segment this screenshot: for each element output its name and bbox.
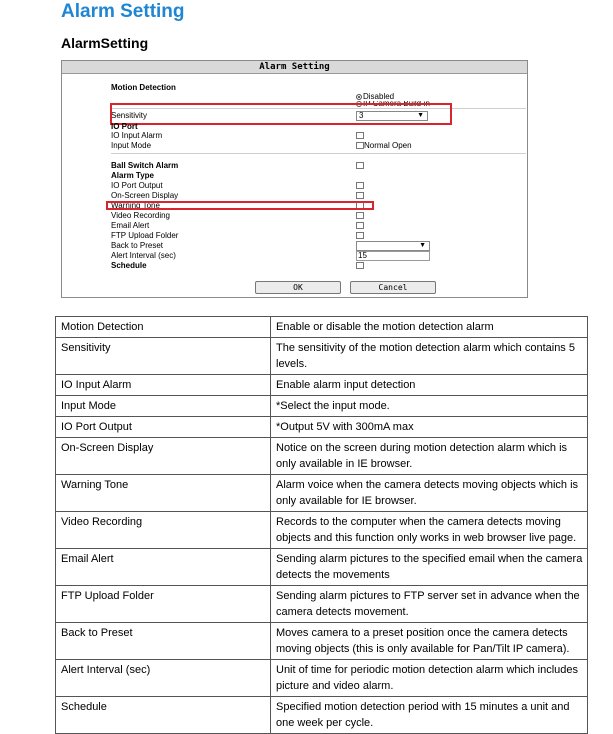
description-table xyxy=(55,316,588,734)
on-screen-display-label: On-Screen Display xyxy=(111,191,179,200)
alarm-type-label: Alarm Type xyxy=(111,171,154,180)
video-recording-checkbox[interactable] xyxy=(356,212,364,219)
input-mode-option[interactable] xyxy=(356,141,412,151)
table-row xyxy=(56,317,588,338)
email-alert-label: Email Alert xyxy=(111,221,150,230)
sensitivity-value: 3 xyxy=(359,111,364,120)
radio-dot-icon xyxy=(356,94,362,100)
radio-disabled-label: Disabled xyxy=(363,92,395,101)
back-to-preset-select[interactable] xyxy=(356,241,430,251)
table-row xyxy=(56,396,588,417)
table-description-cell: Unit of time for periodic motion detection alarm which includes picture and video alarm. xyxy=(271,660,588,697)
table-row xyxy=(56,375,588,396)
io-port-label: IO Port xyxy=(111,122,138,131)
table-row xyxy=(56,475,588,512)
io-input-alarm-checkbox[interactable] xyxy=(356,132,364,139)
table-description-cell: Sending alarm pictures to FTP server set in advance when the camera detects movement. xyxy=(271,586,588,623)
motion-detection-label: Motion Detection xyxy=(111,83,176,92)
table-term-cell: Motion Detection xyxy=(56,317,271,338)
input-mode-value: Normal Open xyxy=(364,141,412,150)
table-term-cell: Schedule xyxy=(56,697,271,734)
table-description-cell: Records to the computer when the camera detects moving objects and this function only works in web browser live page. xyxy=(271,512,588,549)
table-row xyxy=(56,438,588,475)
panel-header: Alarm Setting xyxy=(62,61,527,74)
io-port-output-label: IO Port Output xyxy=(111,181,163,190)
dropdown-arrow-icon: ▼ xyxy=(417,112,424,119)
table-row xyxy=(56,417,588,438)
table-description-cell: Alarm voice when the camera detects moving objects which is only available for IE browser. xyxy=(271,475,588,512)
table-term-cell: Input Mode xyxy=(56,396,271,417)
table-row xyxy=(56,338,588,375)
table-description-cell: Moves camera to a preset position once the camera detects moving objects (this is only available for Pan/Tilt IP camera). xyxy=(271,623,588,660)
table-term-cell: Video Recording xyxy=(56,512,271,549)
table-term-cell: FTP Upload Folder xyxy=(56,586,271,623)
schedule-label: Schedule xyxy=(111,261,147,270)
table-description-cell: Notice on the screen during motion detection alarm which is only available in IE browser. xyxy=(271,438,588,475)
email-alert-checkbox[interactable] xyxy=(356,222,364,229)
alert-interval-label: Alert Interval (sec) xyxy=(111,251,176,260)
sensitivity-label: Sensitivity xyxy=(111,111,148,120)
table-description-cell: Enable or disable the motion detection alarm xyxy=(271,317,588,338)
divider xyxy=(111,153,526,154)
ball-switch-alarm-label: Ball Switch Alarm xyxy=(111,161,179,170)
table-description-cell: Sending alarm pictures to the specified email when the camera detects the movements xyxy=(271,549,588,586)
table-row xyxy=(56,623,588,660)
table-term-cell: On-Screen Display xyxy=(56,438,271,475)
radio-builtin-label: IP Camera Build-in xyxy=(363,101,430,107)
table-description-cell: Enable alarm input detection xyxy=(271,375,588,396)
table-term-cell: Back to Preset xyxy=(56,623,271,660)
table-description-cell: The sensitivity of the motion detection alarm which contains 5 levels. xyxy=(271,338,588,375)
warning-tone-label: Warning Tone xyxy=(111,201,160,210)
ok-button[interactable]: OK xyxy=(255,281,341,294)
alert-interval-input[interactable]: 15 xyxy=(356,251,430,261)
cancel-button[interactable]: Cancel xyxy=(350,281,436,294)
alarm-setting-panel xyxy=(61,60,528,298)
table-row xyxy=(56,697,588,734)
table-term-cell: Warning Tone xyxy=(56,475,271,512)
table-term-cell: IO Port Output xyxy=(56,417,271,438)
table-term-cell: Alert Interval (sec) xyxy=(56,660,271,697)
ftp-upload-folder-checkbox[interactable] xyxy=(356,232,364,239)
dropdown-arrow-icon: ▼ xyxy=(419,242,426,249)
table-term-cell: IO Input Alarm xyxy=(56,375,271,396)
io-input-alarm-label: IO Input Alarm xyxy=(111,131,163,140)
page-title: Alarm Setting xyxy=(61,1,185,22)
table-row xyxy=(56,549,588,586)
table-term-cell: Sensitivity xyxy=(56,338,271,375)
table-description-cell: *Select the input mode. xyxy=(271,396,588,417)
video-recording-label: Video Recording xyxy=(111,211,171,220)
table-term-cell: Email Alert xyxy=(56,549,271,586)
schedule-checkbox[interactable] xyxy=(356,262,364,269)
table-description-cell: Specified motion detection period with 15 minutes a unit and one week per cycle. xyxy=(271,697,588,734)
input-mode-checkbox[interactable] xyxy=(356,142,364,149)
section-title: AlarmSetting xyxy=(61,35,149,51)
on-screen-display-checkbox[interactable] xyxy=(356,192,364,199)
table-row xyxy=(56,660,588,697)
back-to-preset-label: Back to Preset xyxy=(111,241,164,250)
input-mode-label: Input Mode xyxy=(111,141,152,150)
description-table-body xyxy=(56,317,588,734)
highlight-warning-tone xyxy=(106,201,374,210)
table-row xyxy=(56,512,588,549)
table-row xyxy=(56,586,588,623)
table-description-cell: *Output 5V with 300mA max xyxy=(271,417,588,438)
io-port-output-checkbox[interactable] xyxy=(356,182,364,189)
highlight-sensitivity xyxy=(110,103,452,125)
ball-switch-alarm-checkbox[interactable] xyxy=(356,162,364,169)
ftp-upload-folder-label: FTP Upload Folder xyxy=(111,231,179,240)
